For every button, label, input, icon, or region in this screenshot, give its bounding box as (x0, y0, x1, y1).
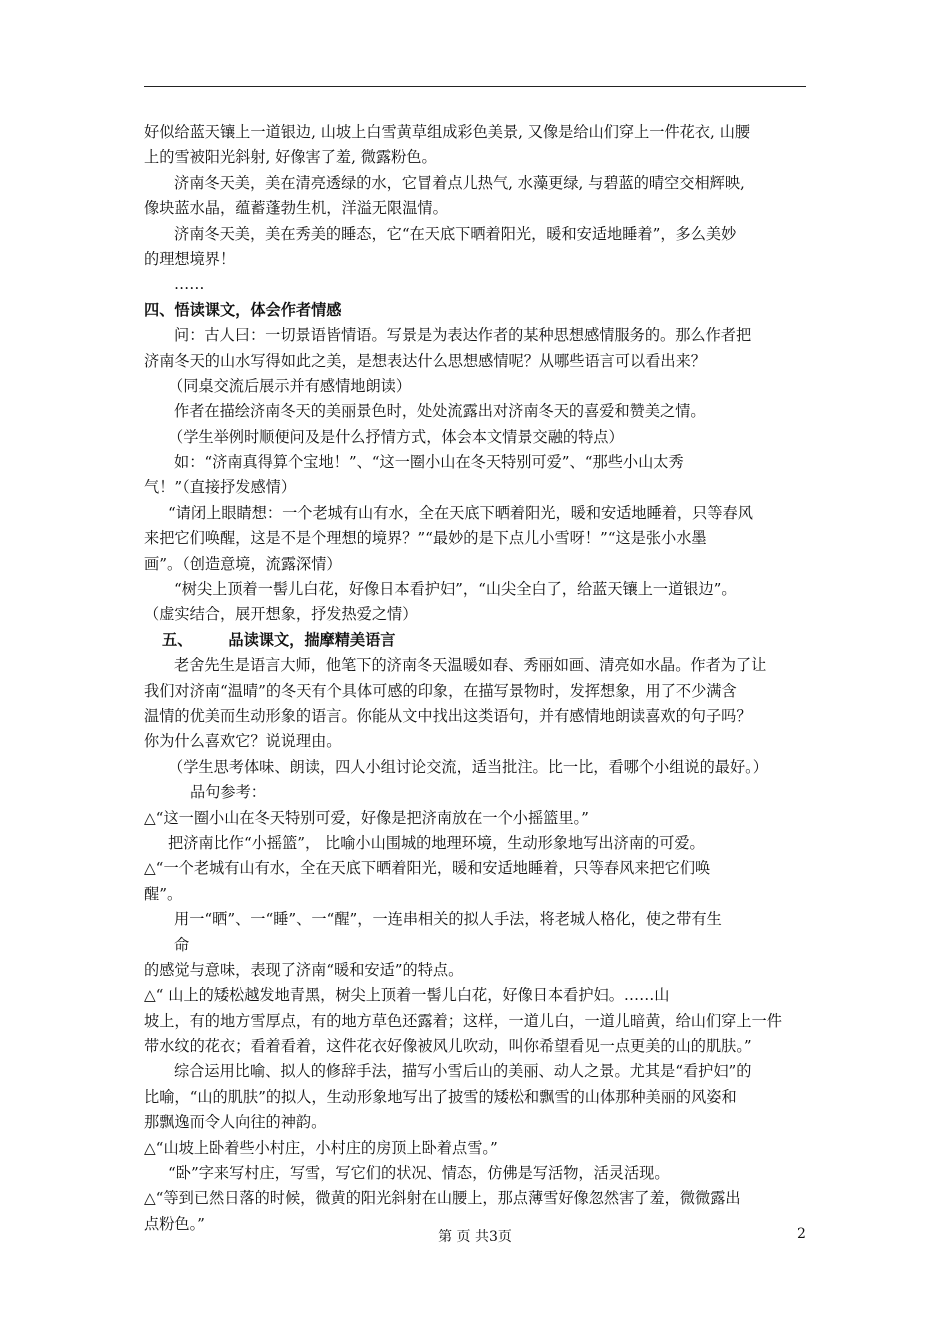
section-number: 五、 (162, 630, 193, 649)
quote-line: △“等到已然日落的时候，微黄的阳光斜射在山腰上，那点薄雪好像忽然害了羞，微微露出 (144, 1189, 741, 1208)
reference-label: 品句参考： (190, 783, 266, 802)
text-line: 温情的优美而生动形象的语言。你能从文中找出这类语句，并有感情地朗读喜欢的句子吗？ (144, 706, 752, 725)
quote-line: △“ 山上的矮松越发地青黑，树尖上顶着一髻儿白花，好像日本看护妇。……山 (144, 986, 670, 1005)
footer-page-info: 第 页 共3页 (438, 1229, 512, 1245)
text-line: 的理想境界！ (144, 249, 236, 268)
footer-page-number: 2 (797, 1226, 806, 1242)
text-line: 的感觉与意味，表现了济南“暖和安适”的特点。 (144, 960, 464, 979)
text-line: 坡上，有的地方雪厚点，有的地方草色还露着；这样，一道儿白，一道儿暗黄，给山们穿上一件 (144, 1011, 782, 1030)
note-line: （同桌交流后展示并有感情地朗读） (168, 376, 411, 395)
note-line: （学生思考体味、朗读，四人小组讨论交流，适当批注。比一比，看哪个小组说的最好。） (168, 757, 768, 776)
paragraph-line: 问：古人曰：一切景语皆情语。写景是为表达作者的某种思想感情服务的。那么作者把 (174, 326, 752, 345)
text-line: 比喻，“山的肌肤”的拟人，生动形象地写出了披雪的矮松和飘雪的山体那种美丽的风姿和 (144, 1087, 737, 1106)
text-line: 醒”。 (144, 884, 183, 903)
text-line: 带水纹的花衣；看着看着，这件花衣好像被风儿吹动，叫你希望看见一点更美的山的肌肤。” (144, 1037, 752, 1056)
note-line: （学生举例时顺便问及是什么抒情方式，体会本文情景交融的特点） (168, 427, 624, 446)
text-line: （虚实结合，展开想象，抒发热爱之情） (144, 605, 418, 624)
section-heading-5 (144, 628, 808, 653)
text-line: 画”。（创造意境，流露深情） (144, 554, 342, 573)
text-line: 我们对济南“温晴”的冬天有个具体可感的印象，在描写景物时，发挥想象，用了不少满含 (144, 681, 737, 700)
text-line: 上的雪被阳光斜射, 好像害了羞, 微露粉色。 (144, 148, 437, 167)
quote-line: △“山坡上卧着些小村庄，小村庄的房顶上卧着点雪。” (144, 1138, 498, 1157)
ellipsis-line: …… (174, 275, 205, 294)
paragraph-line: 济南冬天美，美在清亮透绿的水，它冒着点儿热气, 水藻更绿, 与碧蓝的晴空交相辉映, (174, 173, 745, 192)
comment-line: “卧”字来写村庄，写雪，写它们的状况、情态，仿佛是写活物，活灵活现。 (168, 1164, 670, 1183)
text-line: 济南冬天的山水写得如此之美，是想表达什么思想感情呢？从哪些语言可以看出来？ (144, 351, 706, 370)
paragraph-line: “请闭上眼睛想：一个老城有山有水，全在天底下晒着阳光，暖和安适地睡着，只等春风 (168, 503, 753, 522)
comment-line: 用一“晒”、一“睡”、一“醒”，一连串相关的拟人手法，将老城人格化，使之带有生 (174, 910, 722, 929)
body-text (144, 120, 808, 1237)
paragraph-line: 老舍先生是语言大师，他笔下的济南冬天温暖如春、秀丽如画、清亮如水晶。作者为了让 (174, 656, 767, 675)
text-line: 气！”（直接抒发感情） (144, 478, 297, 497)
paragraph-line: 如：“济南真得算个宝地！”、“这一圈小山在冬天特别可爱”、“那些小山太秀 (174, 453, 684, 472)
text-line: 像块蓝水晶，蕴蓄蓬勃生机，洋溢无限温情。 (144, 199, 448, 218)
quote-line: △“一个老城有山有水，全在天底下晒着阳光，暖和安适地睡着，只等春风来把它们唤 (144, 859, 711, 878)
paragraph-line: 济南冬天美，美在秀美的睡态，它“在天底下晒着阳光，暖和安适地睡着”，多么美妙 (174, 224, 737, 243)
text-line: 命 (174, 935, 190, 954)
quote-line: △“这一圈小山在冬天特别可爱，好像是把济南放在一个小摇篮里。” (144, 808, 589, 827)
paragraph-line: “树尖上顶着一髻儿白花，好像日本看护妇”，“山尖全白了，给蓝天镶上一道银边”。 (174, 580, 737, 599)
text-line: 那飘逸而令人向往的神韵。 (144, 1113, 327, 1132)
comment-line: 综合运用比喻、拟人的修辞手法，描写小雪后山的美丽、动人之景。尤其是“看护妇”的 (174, 1062, 752, 1081)
text-line: 点粉色。” (144, 1214, 205, 1233)
header-rule (144, 86, 806, 87)
text-line: 好似给蓝天镶上一道银边, 山坡上白雪黄草组成彩色美景, 又像是给山们穿上一件花衣, 山腰 (144, 123, 751, 141)
text-line: 来把它们唤醒，这是不是个理想的境界？”“最妙的是下点儿小雪呀！”“这是张小水墨 (144, 529, 707, 548)
text-line: 你为什么喜欢它？说说理由。 (144, 732, 342, 751)
section-title: 品读课文，揣摩精美语言 (228, 630, 396, 649)
section-heading-4: 四、悟读课文，体会作者情感 (144, 300, 342, 319)
paragraph-line: 作者在描绘济南冬天的美丽景色时，处处流露出对济南冬天的喜爱和赞美之情。 (174, 402, 706, 421)
comment-line: 把济南比作“小摇篮”， 比喻小山围城的地理环境，生动形象地写出济南的可爱。 (168, 833, 705, 852)
